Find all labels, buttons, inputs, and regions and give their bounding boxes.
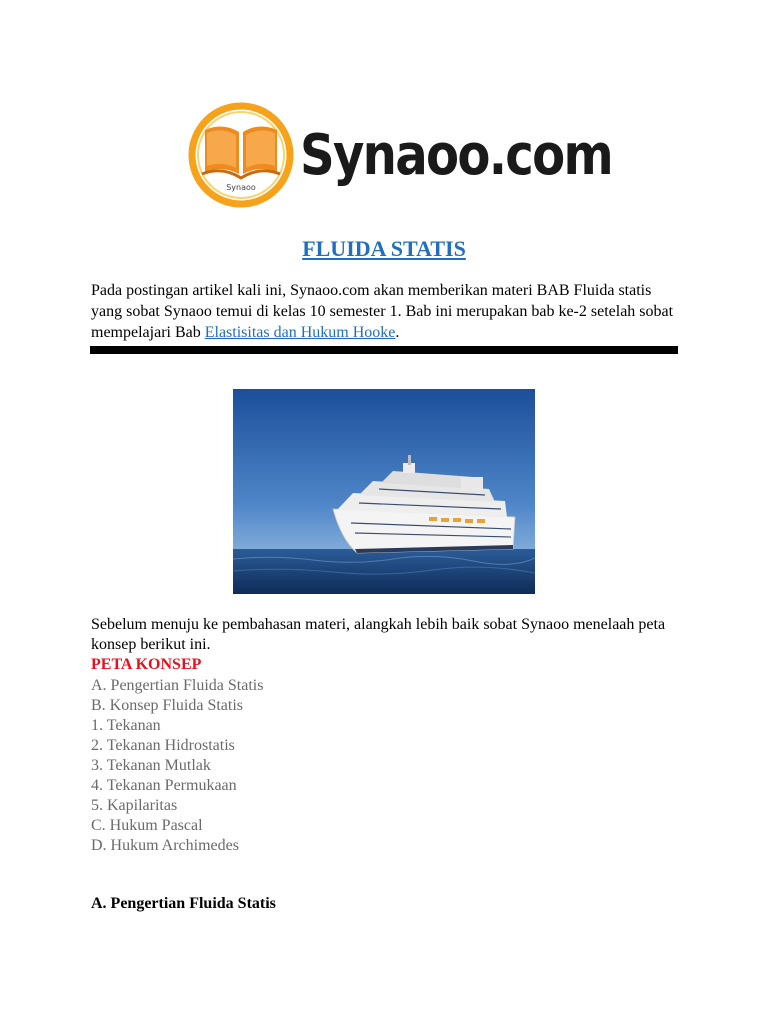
list-item: 4. Tekanan Permukaan xyxy=(91,777,237,794)
intro-text: Pada postingan artikel kali ini, Synaoo.com akan memberikan materi BAB Fluida statis yang sobat Synaoo temui di kelas 10 semester 1. Bab ini merupakan bab ke-2 setelah sobat mempelajari Bab xyxy=(91,282,674,341)
logo-wordmark: Synaoo.com xyxy=(300,122,612,188)
logo-badge-text: Synaoo xyxy=(226,183,256,192)
list-item: B. Konsep Fluida Statis xyxy=(91,697,244,714)
list-item: A. Pengertian Fluida Statis xyxy=(91,677,264,694)
article-title: FLUIDA STATIS xyxy=(302,236,466,261)
list-item: C. Hukum Pascal xyxy=(91,817,203,834)
elastisitas-link[interactable]: Elastisitas dan Hukum Hooke xyxy=(204,324,396,341)
concept-map-list xyxy=(91,676,263,856)
site-logo xyxy=(188,100,612,210)
intro-paragraph-2: Sebelum menuju ke pembahasan materi, alangkah lebih baik sobat Synaoo menelaah peta konsep berikut ini. xyxy=(91,616,666,653)
section-heading: A. Pengertian Fluida Statis xyxy=(91,895,276,912)
list-item: 1. Tekanan xyxy=(91,717,161,734)
list-item: D. Hukum Archimedes xyxy=(91,837,239,854)
cruise-ship-image xyxy=(233,389,535,594)
list-item: 2. Tekanan Hidrostatis xyxy=(91,737,235,754)
book-logo-icon xyxy=(188,102,294,208)
concept-map-heading: PETA KONSEP xyxy=(91,656,202,673)
intro-end: . xyxy=(395,324,400,341)
list-item: 5. Kapilaritas xyxy=(91,797,178,814)
list-item: 3. Tekanan Mutlak xyxy=(91,757,211,774)
intro-paragraph xyxy=(91,280,681,343)
horizontal-divider xyxy=(90,346,678,354)
